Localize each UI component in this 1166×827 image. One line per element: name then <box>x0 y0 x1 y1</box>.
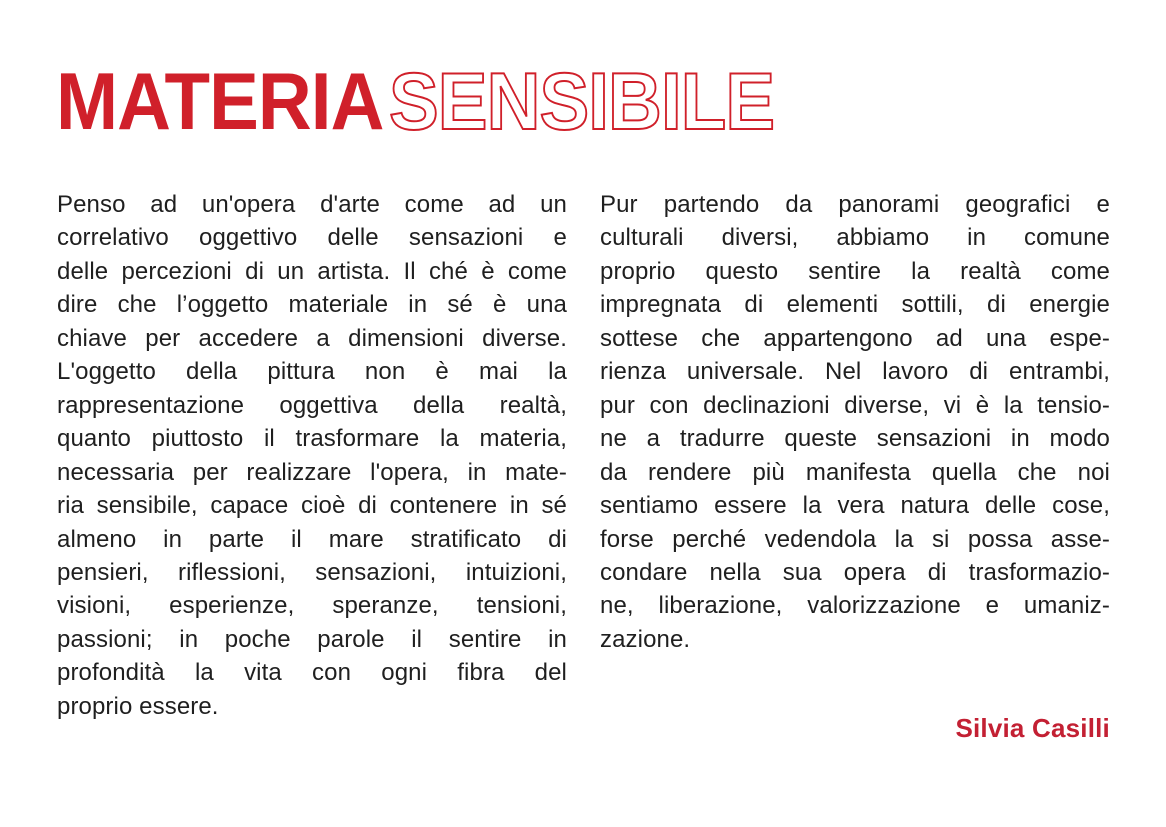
text-line: sentiamo essere la vera natura delle cose, <box>600 492 1110 520</box>
text-line: necessaria per realizzare l'opera, in mate- <box>57 458 567 486</box>
text-line: Pur partendo da panorami geografici e <box>600 191 1110 218</box>
text-line: culturali diversi, abbiamo in comune <box>600 224 1110 252</box>
text-line: Penso ad un'opera d'arte come ad un <box>57 191 567 218</box>
title-outline-word: SENSIBILE <box>389 57 775 147</box>
text-line: visioni, esperienze, speranze, tensioni, <box>57 592 567 620</box>
text-line: da rendere più manifesta quella che noi <box>600 458 1110 486</box>
author-signature: Silvia Casilli <box>955 713 1110 743</box>
page-title <box>56 57 775 147</box>
left-column <box>57 188 567 723</box>
right-column <box>600 188 1110 723</box>
text-line: ne a tradurre queste sensazioni in modo <box>600 425 1110 453</box>
text-line: zazione. <box>600 625 691 653</box>
text-line: chiave per accedere a dimensioni diverse. <box>57 324 567 352</box>
text-line: sottese che appartengono ad una espe- <box>600 324 1110 352</box>
text-line: forse perché vedendola la si possa asse- <box>600 525 1110 553</box>
text-line: rappresentazione oggettiva della realtà, <box>57 391 567 419</box>
text-line: passioni; in poche parole il sentire in <box>57 625 567 653</box>
text-line: L'oggetto della pittura non è mai la <box>57 358 567 386</box>
text-line: rienza universale. Nel lavoro di entrambi, <box>600 358 1110 386</box>
text-line: quanto piuttosto il trasformare la materia, <box>57 425 567 453</box>
text-line: delle percezioni di un artista. Il ché è come <box>57 257 567 285</box>
text-line: impregnata di elementi sottili, di energie <box>600 291 1110 319</box>
text-line: almeno in parte il mare stratificato di <box>57 525 567 553</box>
text-line: ne, liberazione, valorizzazione e umaniz- <box>600 592 1110 620</box>
text-line: correlativo oggettivo delle sensazioni e <box>57 224 567 252</box>
text-line: condare nella sua opera di trasformazio- <box>600 558 1110 586</box>
title-solid-word: MATERIA <box>56 57 384 147</box>
body-text-columns <box>57 188 1110 723</box>
text-line: proprio essere. <box>57 692 219 720</box>
text-line: ria sensibile, capace cioè di contenere in sé <box>57 492 567 520</box>
text-line: dire che l’oggetto materiale in sé è una <box>57 291 567 319</box>
text-line: profondità la vita con ogni fibra del <box>57 659 567 687</box>
text-line: proprio questo sentire la realtà come <box>600 257 1110 285</box>
text-line: pur con declinazioni diverse, vi è la tensio- <box>600 391 1110 419</box>
text-line: pensieri, riflessioni, sensazioni, intuizioni, <box>57 558 567 586</box>
